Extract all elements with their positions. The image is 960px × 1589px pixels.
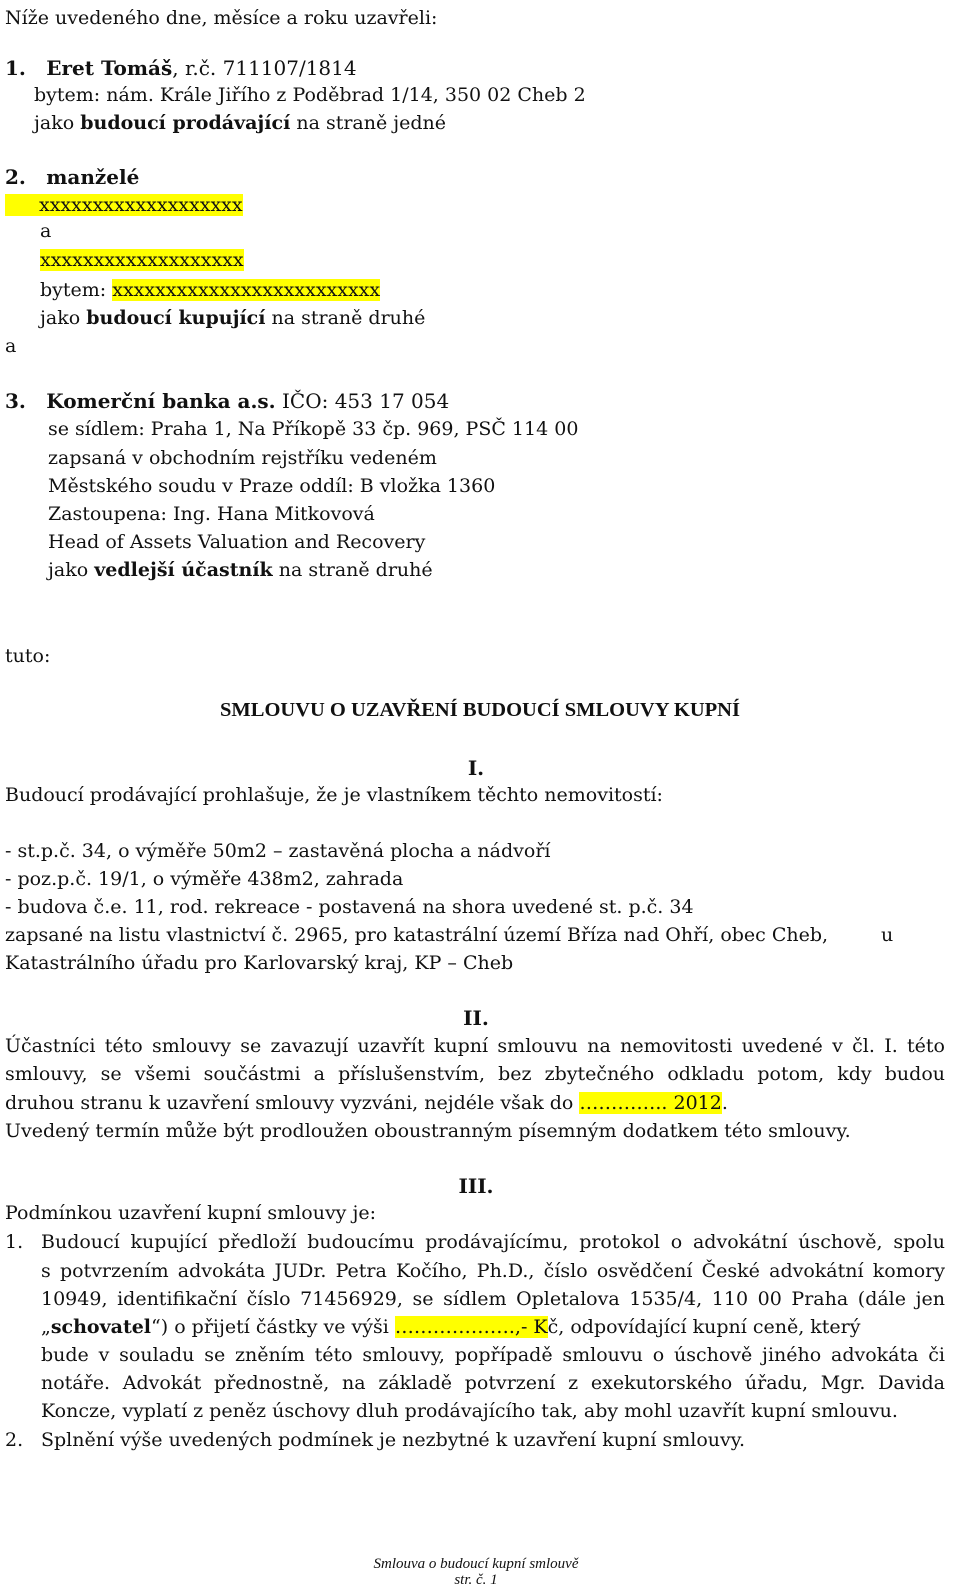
party2-number: 2.: [5, 165, 26, 189]
property-item-2: - poz.p.č. 19/1, o výměře 438m2, zahrada: [5, 868, 404, 890]
party2-title: manželé: [46, 165, 140, 189]
condition-1-line3: 10949, identifikační číslo 71456929, se sídlem Opletalova 1535/4, 110 00 Praha (dále jen: [41, 1288, 945, 1310]
condition-1-number: 1.: [5, 1231, 24, 1253]
party3-register2: Městského soudu v Praze oddíl: B vložka 1360: [48, 475, 496, 497]
party1-role: jako budoucí prodávající na straně jedné: [34, 112, 447, 134]
page-number: str. č. 1: [454, 1572, 498, 1588]
contract-title: SMLOUVU O UZAVŘENÍ BUDOUCÍ SMLOUVY KUPNÍ: [220, 699, 740, 721]
condition-2-number: 2.: [5, 1429, 24, 1451]
party3-number: 3.: [5, 389, 26, 413]
section2-line1: Účastníci této smlouvy se zavazují uzavřít kupní smlouvu na nemovitosti uvedené v čl. I. této: [5, 1035, 945, 1057]
party3-role-label: vedlejší účastník: [94, 559, 273, 581]
condition-1-line6: notáře. Advokát přednostně, na základě potvrzení z exekutorského úřadu, Mgr. Davida: [41, 1372, 945, 1394]
section1-intro: Budoucí prodávající prohlašuje, že je vlastníkem těchto nemovitostí:: [5, 784, 663, 806]
section3-intro: Podmínkou uzavření kupní smlouvy je:: [5, 1202, 376, 1224]
party3-line: [5, 388, 449, 414]
condition-1-line1: Budoucí kupující předloží budoucímu prodávajícímu, protokol o advokátní úschově, spolu: [41, 1231, 945, 1253]
party2-person1: xxxxxxxxxxxxxxxxxxx: [5, 192, 243, 218]
schovatel-term: schovatel: [50, 1316, 152, 1338]
section1-office: Katastrálního úřadu pro Karlovarský kraj, KP – Cheb: [5, 952, 514, 974]
party3-seat: se sídlem: Praha 1, Na Příkopě 33 čp. 969, PSČ 114 00: [48, 418, 579, 440]
section1-registered-u: u: [881, 924, 894, 946]
section2-line3: druhou stranu k uzavření smlouvy vyzváni, nejdéle však do ………….. 2012.: [5, 1092, 728, 1114]
party2-and: a: [40, 220, 52, 242]
section2-line2: smlouvy, se všemi součástmi a příslušenstvím, bez zbytečného odkladu potom, kdy budou: [5, 1063, 945, 1085]
party3-role: jako vedlejší účastník na straně druhé: [48, 559, 433, 581]
party2-person2: xxxxxxxxxxxxxxxxxxx: [40, 249, 244, 271]
property-item-1: - st.p.č. 34, o výměře 50m2 – zastavěná plocha a nádvoří: [5, 840, 551, 862]
party3-name: Komerční banka a.s.: [46, 389, 276, 413]
property-item-3: - budova č.e. 11, rod. rekreace - postavená na shora uvedené st. p.č. 34: [5, 896, 694, 918]
and-separator: a: [5, 335, 17, 357]
tuto-label: tuto:: [5, 645, 51, 667]
party2-line: [5, 164, 139, 190]
party3-ico: IČO: 453 17 054: [275, 389, 450, 413]
condition-2-text: Splnění výše uvedených podmínek je nezbytné k uzavření kupní smlouvy.: [41, 1429, 746, 1451]
party1-role-label: budoucí prodávající: [80, 112, 291, 134]
amount-placeholder: ……………….,- K: [394, 1316, 548, 1338]
section2-line4: Uvedený termín může být prodloužen oboustranným písemným dodatkem této smlouvy.: [5, 1120, 851, 1142]
condition-1-line4: „schovatel“) o přijetí částky ve výši ……………….,- Kč, odpovídající kupní ceně, který: [41, 1316, 861, 1338]
party3-register1: zapsaná v obchodním rejstříku vedeném: [48, 447, 437, 469]
party2-role-label: budoucí kupující: [86, 307, 266, 329]
party1-name: Eret Tomáš: [46, 56, 173, 80]
party3-represented: Zastoupena: Ing. Hana Mitkovová: [48, 503, 375, 525]
intro-text: Níže uvedeného dne, měsíce a roku uzavřeli:: [5, 7, 438, 29]
party1-number: 1.: [5, 56, 26, 80]
deadline-date: ………….. 2012: [579, 1092, 722, 1114]
section1-registered: zapsané na listu vlastnictví č. 2965, pro katastrální území Bříza nad Ohří, obec Cheb,: [5, 924, 829, 946]
condition-1-line2: s potvrzením advokáta JUDr. Petra Kočího, Ph.D., číslo osvědčení České advokátní komory: [41, 1260, 945, 1282]
section2-heading: II.: [463, 1006, 489, 1030]
party1-address: bytem: nám. Krále Jiřího z Poděbrad 1/14, 350 02 Cheb 2: [34, 84, 586, 106]
party1-id: , r.č. 711107/1814: [172, 56, 357, 80]
section3-heading: III.: [458, 1174, 494, 1198]
party2-role: jako budoucí kupující na straně druhé: [40, 307, 426, 329]
footer-title: Smlouva o budoucí kupní smlouvě: [373, 1556, 579, 1572]
section1-heading: I.: [467, 756, 485, 780]
party2-address: bytem: xxxxxxxxxxxxxxxxxxxxxxxxx: [40, 279, 381, 301]
party1-line: [5, 55, 357, 81]
party3-position: Head of Assets Valuation and Recovery: [48, 531, 426, 553]
condition-1-line7: Koncze, vyplatí z peněz úschovy dluh prodávajícího tak, aby mohl uzavřít kupní smlouvu.: [41, 1400, 898, 1422]
condition-1-line5: bude v souladu se zněním této smlouvy, popřípadě smlouvu o úschově jiného advokáta či: [41, 1344, 945, 1366]
